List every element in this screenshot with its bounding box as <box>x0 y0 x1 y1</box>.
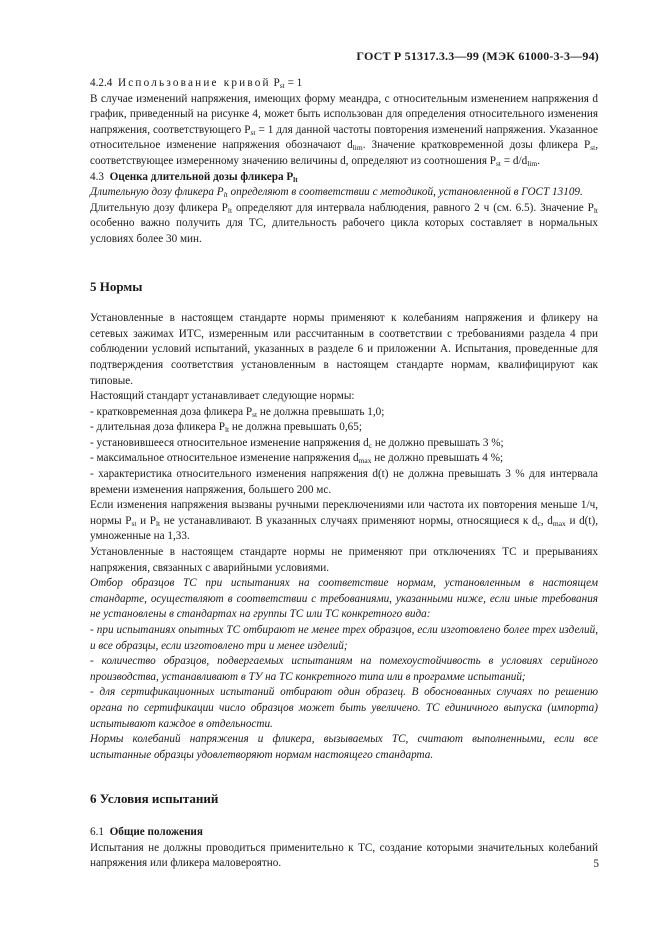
paragraph: Испытания не должны проводиться применительно к ТС, создание которыми значительных колебаний напряжения или фликера маловероятно. <box>90 841 598 870</box>
paragraph: В случае изменений напряжения, имеющих форму меандра, с относительным изменением напряжения d график, приведенный на рисунке 4, может быть использован для определения относительного изменения напряжения, соответствующего $P_{st} = 1$ для данной частоты повторения изменений напряжения. Указанное относительное изменение напряжения обозначают $d_{lim}$. Значение кратковременной дозы фликера $P_{st}$, соответствующее измеренному значению величины d, определяют из соотношения $P_{st} = d/d_{lim}$. <box>90 92 598 168</box>
subsection-title: Оценка длительной дозы фликера $P_{lt}$ <box>109 170 298 184</box>
subsection-title: Общие положения <box>109 825 203 838</box>
page-number: 5 <box>593 858 599 870</box>
paragraph-italic: - при испытаниях опытных ТС отбирают не менее трех образцов, если изготовлено более трех изделий, и все образцы, если изготовлено три и менее изделий; <box>90 624 598 652</box>
page-content <box>90 76 598 872</box>
subsection-4-2-4-heading: 4.2.4 Использование кривой $P_{st} = 1$ <box>90 77 303 90</box>
paragraph-italic: - количество образцов, подвергаемых испытаниям на помехоустойчивость в условиях серийного производства, устанавливают в ТУ на ТС конкретного типа или в программе испытаний; <box>90 655 598 683</box>
paragraph-italic: Отбор образцов ТС при испытаниях на соответствие нормам, установленным в настоящем стандарте, осуществляют в соответствии с требованиями, указанными ниже, если иные требования не установлены в стандартах на группы ТС или ТС конкретного вида: <box>90 577 598 621</box>
subsection-title: Использование кривой <box>117 77 271 89</box>
subsection-6-1-heading: 6.1 Общие положения <box>90 825 203 838</box>
paragraph: Если изменения напряжения вызваны ручными переключениями или частота их повторения меньше 1/ч, нормы $P_{st}$ и $P_{lt}$ не устанавливают. В указанных случаях применяют нормы, относящиеся к $d_c$, $d_{max}$ и d(t), умноженные на 1,33. <box>90 499 599 543</box>
paragraph: Настоящий стандарт устанавливает следующие нормы: <box>90 390 355 403</box>
paragraph: Длительную дозу фликера $P_{lt}$ определяют для интервала наблюдения, равного 2 ч (см. 6.5). Значение $P_{lt}$ особенно важно получить для ТС, длительность рабочего цикла которых составляет в нормальных условиях более 30 мин. <box>90 201 598 245</box>
paragraph-italic: Длительную дозу фликера $P_{lt}$ определяют в соответствии с методикой, установленной в ГОСТ 13109. <box>90 186 583 200</box>
list-item: - максимальное относительное изменение напряжения $d_{max}$ не должно превышать 4 %; <box>90 452 504 466</box>
paragraph-italic: - для сертификационных испытаний отбирают один образец. В обоснованных случаях по решению органа по сертификации число образцов может быть увеличено. ТС единичного выпуска (импорта) испытывают каждое в отдельности. <box>90 686 598 730</box>
list-item: - установившееся относительное изменение напряжения $d_c$ не должно превышать 3 %; <box>90 436 504 450</box>
paragraph-italic: Нормы колебаний напряжения и фликера, вызываемых ТС, считают выполненными, если все испытанные образцы удовлетворяют нормам настоящего стандарта. <box>90 733 598 761</box>
list-item: - кратковременная доза фликера $P_{st}$ не должна превышать 1,0; <box>90 405 385 419</box>
paragraph: Установленные в настоящем стандарте нормы применяют к колебаниям напряжения и фликеру на сетевых зажимах ИТС, измеренным или рассчитанным в соответствии с требованиями раздела 4 при соблюдении условий испытаний, указанных в разделе 6 и приложении А. Испытания, проведенные для подтверждения соответствия установленным в настоящем стандарте нормам, квалифицируют как типовые. <box>90 312 598 387</box>
section-5-heading: 5 Нормы <box>90 278 143 294</box>
paragraph: Установленные в настоящем стандарте нормы не применяют при отключениях ТС и прерываниях напряжения, связанных с аварийными условиями. <box>90 546 598 574</box>
section-6-heading: 6 Условия испытаний <box>90 791 219 807</box>
subsection-4-3-heading: 4.3 Оценка длительной дозы фликера $P_{lt}$ <box>90 170 298 184</box>
list-item: - длительная доза фликера $P_{lt}$ не должна превышать 0,65; <box>90 421 362 435</box>
document-header: ГОСТ Р 51317.3.3—99 (МЭК 61000-3-3—94) <box>356 49 599 63</box>
list-item: - характеристика относительного изменения напряжения d(t) не должна превышать 3 % для интервала времени изменения напряжения, большего 200 мс. <box>90 468 598 496</box>
